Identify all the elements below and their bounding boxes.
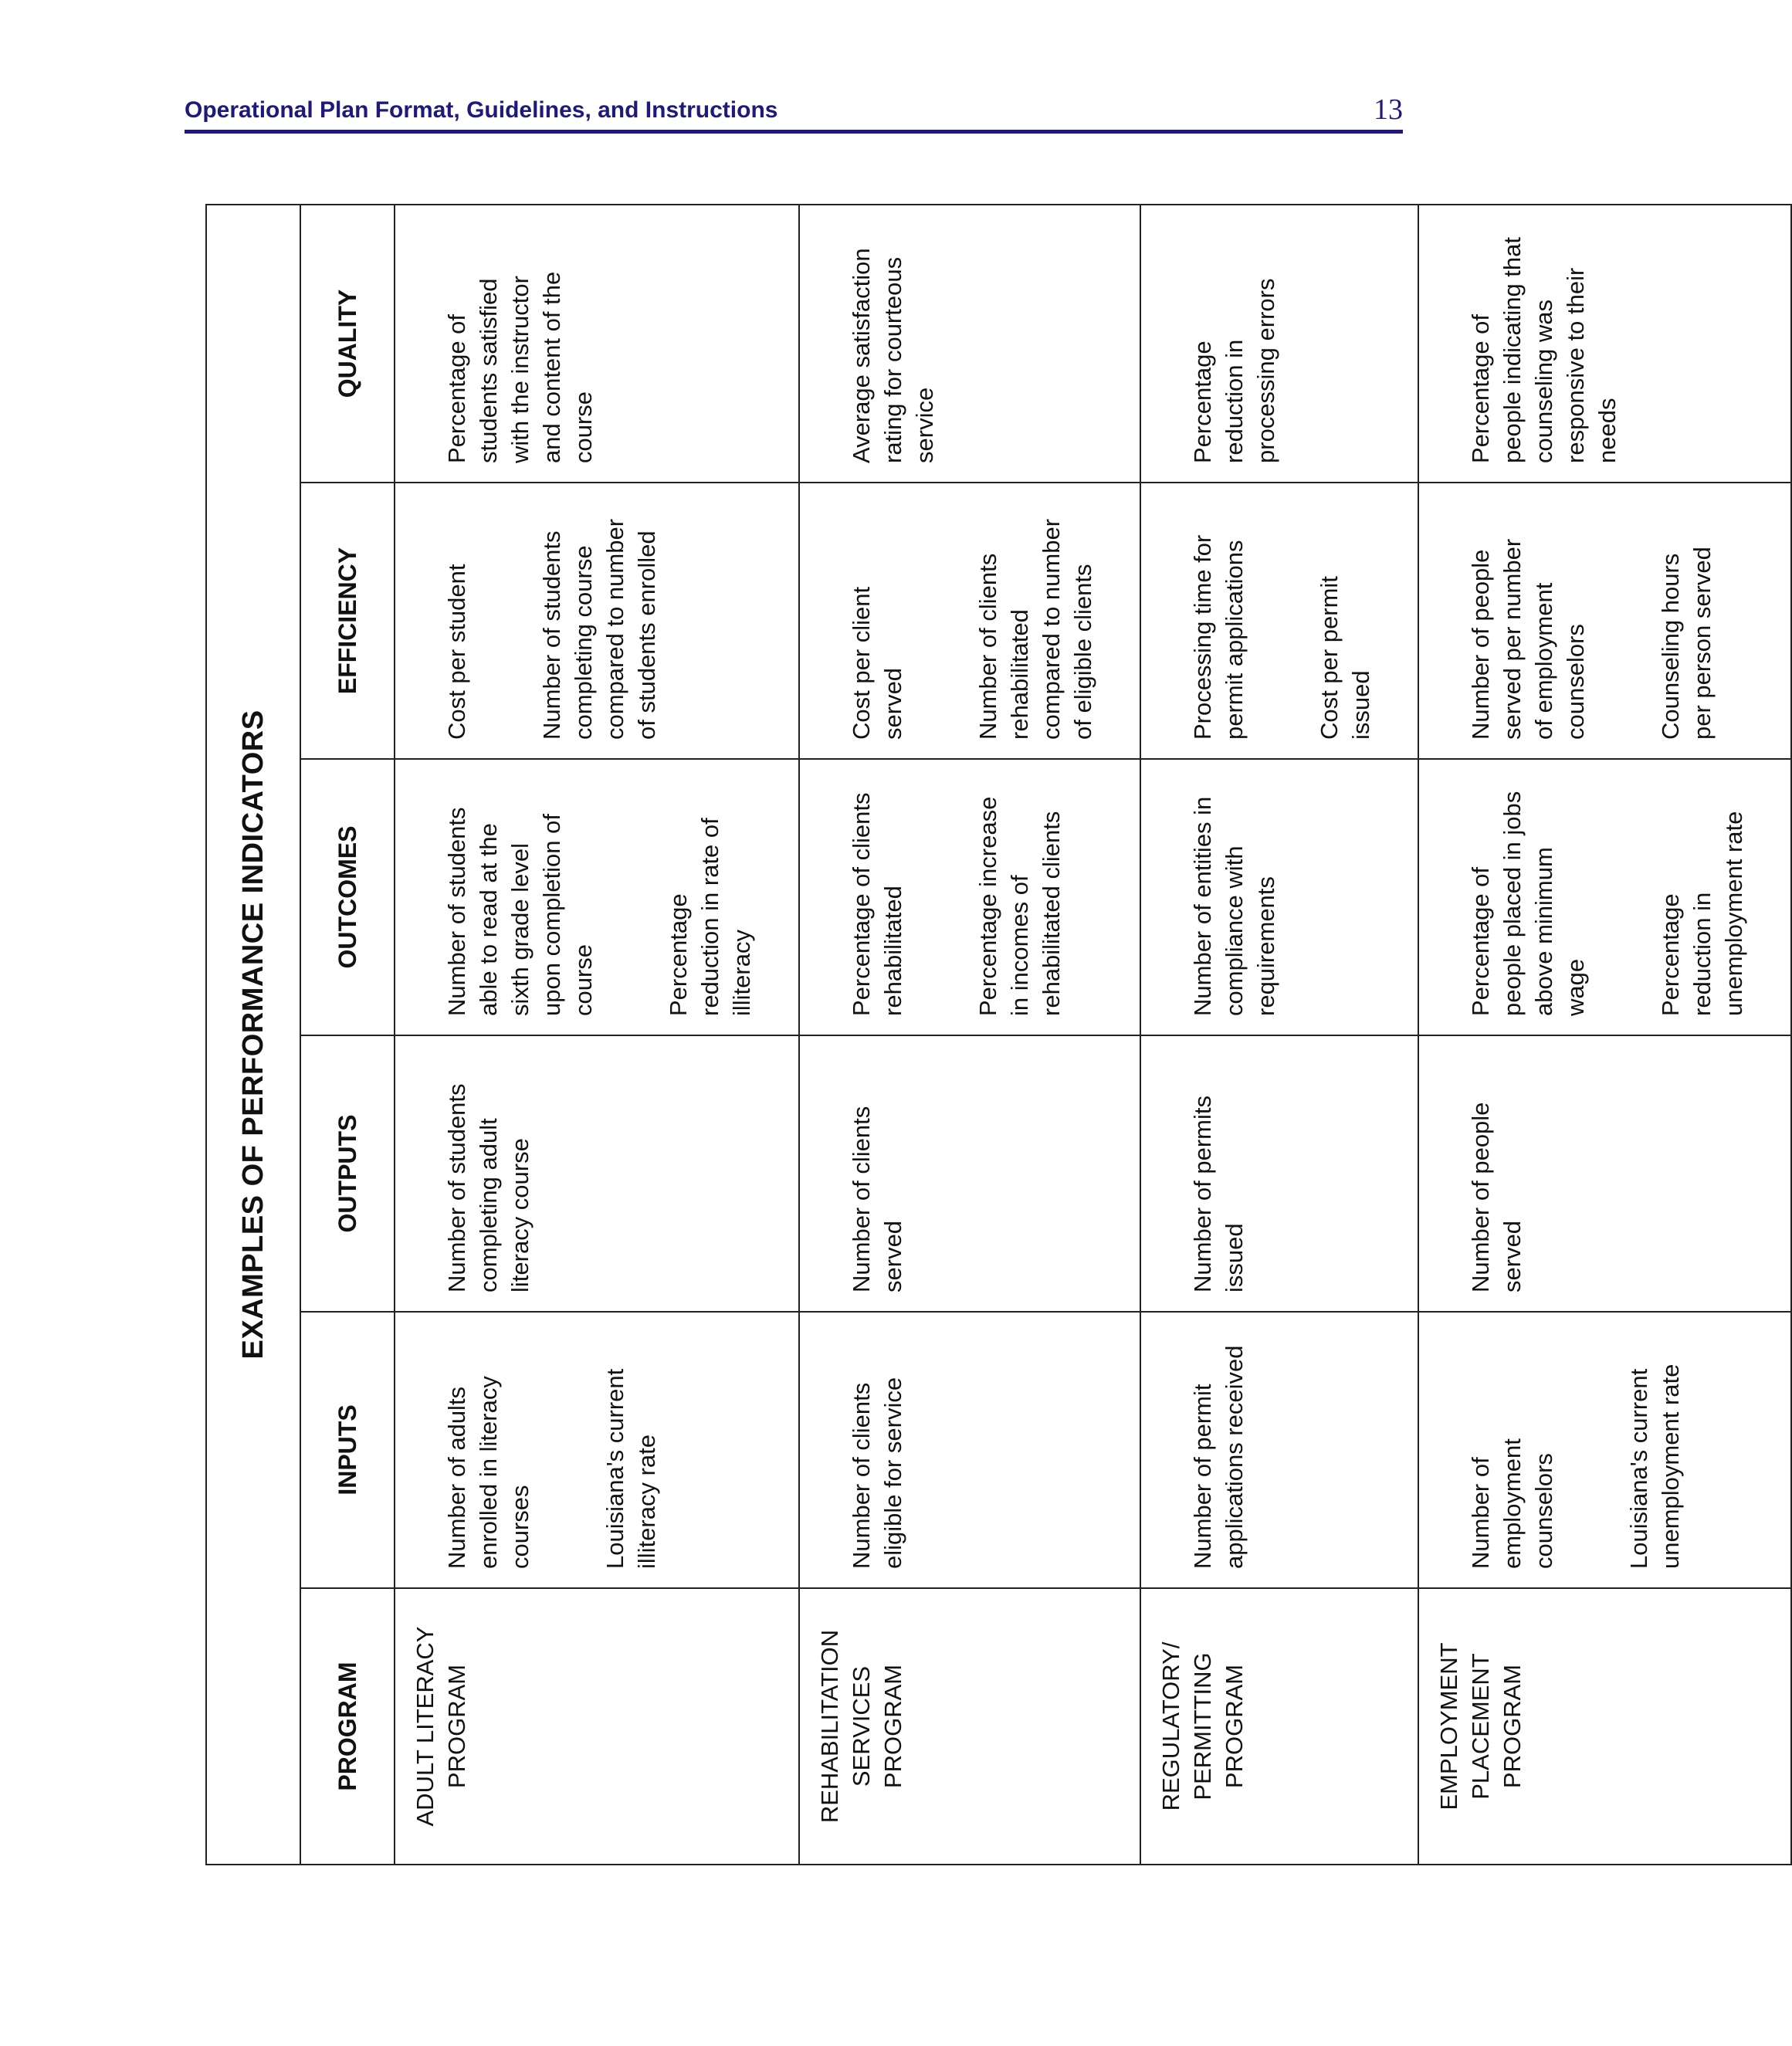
cell-text: Number of adults enrolled in literacy courses [443,1376,534,1569]
quality-cell [1140,205,1418,483]
inputs-cell [1140,1312,1418,1588]
table-row [799,205,1140,1865]
cell-text: Percentage of students satisfied with the instructor and content of the course [443,271,597,463]
cell-text: Average satisfaction rating for courteous service [848,248,938,463]
rotated-table-container [205,205,1747,1865]
cell-text: Number of entities in compliance with requirements [1189,796,1279,1016]
outputs-cell [1140,1035,1418,1312]
cell-text: Number of students completing course compared to number of students enrolled [538,518,660,740]
cell-text: Number of students completing adult literacy course [443,1083,534,1292]
cell-text: Percentage reduction in rate of illiteracy [665,818,755,1016]
cell-text: Percentage increase in incomes of rehabilitated clients [974,796,1065,1016]
performance-indicators-table-wrapper [205,205,1747,1865]
cell-text: Percentage of people placed in jobs above minimum wage [1467,791,1589,1016]
column-header-inputs: INPUTS [300,1312,395,1588]
inputs-cell [1418,1312,1791,1588]
page-number: 13 [1374,93,1403,126]
cell-text: Counseling hours per person served [1657,547,1716,740]
table-row [1140,205,1418,1865]
cell-text: Cost per client served [848,586,906,740]
program-name: EMPLOYMENT PLACEMENT PROGRAM [1418,1588,1791,1865]
program-name: REGULATORY/ PERMITTING PROGRAM [1140,1588,1418,1865]
document-header-title: Operational Plan Format, Guidelines, and Instructions [185,97,778,123]
inputs-cell [395,1312,799,1588]
header-rule [185,130,1403,134]
cell-text: Number of clients served [848,1106,906,1292]
outputs-cell [1418,1035,1791,1312]
cell-text: Cost per permit issued [1316,576,1374,740]
efficiency-cell [799,483,1140,759]
quality-cell [799,205,1140,483]
outcomes-cell [1140,759,1418,1035]
efficiency-cell [395,483,799,759]
outputs-cell [395,1035,799,1312]
outcomes-cell [1418,759,1791,1035]
column-header-outcomes: OUTCOMES [300,759,395,1035]
quality-cell [1418,205,1791,483]
outputs-cell [799,1035,1140,1312]
performance-indicators-table [205,204,1792,1865]
column-header-outputs: OUTPUTS [300,1035,395,1312]
cell-text: Percentage of clients rehabilitated [848,792,906,1016]
quality-cell [395,205,799,483]
cell-text: Number of people served per number of employment counselors [1467,538,1589,740]
column-header-quality: QUALITY [300,205,395,483]
inputs-cell [799,1312,1140,1588]
cell-text: Number of employment counselors [1467,1438,1557,1569]
table-row [1418,205,1791,1865]
column-header-program: PROGRAM [300,1588,395,1865]
cell-text: Number of permit applications received [1189,1345,1248,1569]
column-header-efficiency: EFFICIENCY [300,483,395,759]
cell-text: Processing time for permit applications [1189,534,1248,740]
cell-text: Number of clients rehabilitated compared to number of eligible clients [974,518,1096,740]
table-row [395,205,799,1865]
cell-text: Number of clients eligible for service [848,1377,906,1569]
table-title: EXAMPLES OF PERFORMANCE INDICATORS [206,205,300,1865]
cell-text: Number of people served [1467,1102,1526,1292]
efficiency-cell [1418,483,1791,759]
cell-text: Percentage of people indicating that counseling was responsive to their needs [1467,236,1621,463]
program-name: REHABILITATION SERVICES PROGRAM [799,1588,1140,1865]
cell-text: Percentage reduction in unemployment rate [1657,811,1747,1016]
cell-text: Number of students able to read at the sixth grade level upon completion of course [443,807,597,1016]
cell-text: Cost per student [443,564,470,740]
outcomes-cell [395,759,799,1035]
cell-text: Percentage reduction in processing errors [1189,278,1279,463]
efficiency-cell [1140,483,1418,759]
cell-text: Louisiana's current illiteracy rate [601,1368,660,1569]
program-name: ADULT LITERACY PROGRAM [395,1588,799,1865]
cell-text: Louisiana's current unemployment rate [1625,1363,1684,1569]
outcomes-cell [799,759,1140,1035]
cell-text: Number of permits issued [1189,1096,1248,1292]
